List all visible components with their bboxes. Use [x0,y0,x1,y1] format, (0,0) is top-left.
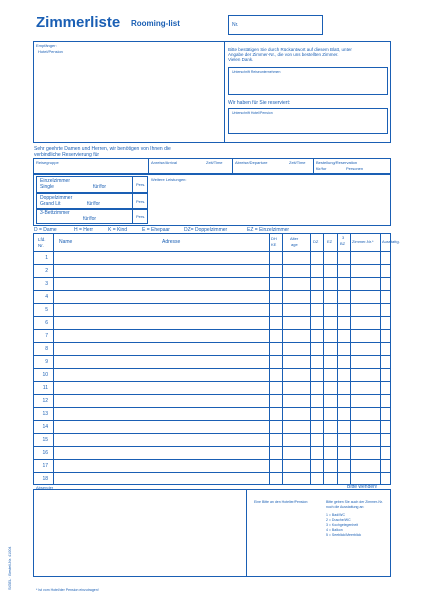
row-number: 12 [42,398,48,404]
single-label-1: Einzelzimmer [40,178,71,184]
option-2: 2 = Dusche/WC [326,518,351,522]
row-number: 2 [45,268,48,274]
departure-time-label: Zeit/Time [289,160,306,165]
double-pers: Pers. [136,199,146,204]
col-3bz-2: BZ [340,241,346,246]
col-dh-2: KE [271,242,277,247]
row-number: 14 [42,424,48,430]
more-services-label: Weitere Leistungen: [151,177,187,182]
triple-for-label: für/for [83,216,97,222]
col-room-nr: Zimmer-Nr.* [352,239,374,244]
single-pers: Pers. [136,182,146,187]
col-age-2: age [291,242,298,247]
option-5: 5 = Seeblick/Meerblick [326,533,362,537]
confirm-text-2: Angabe der Zimmer-Nr., die von uns bestellten Zimmer. [228,52,339,57]
legend-d: D = Dame [34,227,57,233]
single-label-2: Single [40,184,54,190]
side-code [6,540,18,600]
booking-for-label: für/for [316,166,327,171]
arrival-time-label: Zeit/Time [206,160,223,165]
col-name: Name [59,239,73,245]
option-4: 4 = Balkon [326,528,343,532]
arrival-label: Anreise/Arrival [151,160,178,165]
confirm-text-3: Vielen Dank. [228,57,254,62]
row-number: 15 [42,437,48,443]
legend-ez: EZ = Einzelzimmer [247,227,290,233]
triple-pers: Pers. [136,214,146,219]
col-dz: DZ [313,239,319,244]
greeting-line-1: Sehr geehrte Damen und Herren, wir benötigen von Ihnen die [34,146,171,152]
col-dh-1: DH [271,236,277,241]
booking-label: Bestellung/Reservation [316,160,358,165]
row-number: 7 [45,333,48,339]
legend-dz: DZ= Doppelzimmer [184,227,228,233]
option-3: 3 = Kochgelegenheit [326,523,359,527]
legend-h: H = Herr [74,227,94,233]
col-ez: EZ [327,239,333,244]
row-number: 16 [42,450,48,456]
option-1: 1 = Bad/WC [326,513,345,517]
nr-field[interactable] [228,15,323,35]
row-number: 8 [45,346,48,352]
nr-label: Nr. [232,22,239,28]
double-label-2: Grand Lit [40,201,61,207]
greeting-line-2: verbindliche Reservierung für [34,152,100,158]
row-number: 3 [45,281,48,287]
request-label: Eine Bitte an den Hotelier/Pension: [254,500,309,504]
row-number: 5 [45,307,48,313]
recipient-sub: Hotel/Pension [38,49,63,54]
row-number: 9 [45,359,48,365]
confirm-signature-label: Unterschrift Reiseunternehmen [232,70,281,74]
legend-k: K = Kind [108,227,128,233]
row-number: 10 [42,372,48,378]
row-number: 18 [42,476,48,482]
row-number: 11 [42,385,48,391]
request-text-1: Bitte geben Sie auch der Zimmer-Nr. [326,500,383,504]
booking-persons-label: Personen [346,166,364,171]
reserved-label: Wir haben für Sie reserviert: [228,100,291,106]
col-age-1: Alter [290,236,299,241]
single-for-label: für/for [93,184,107,190]
col-nr-2: Nr. [38,243,44,248]
confirm-text-1: Bitte bestätigen Sie durch Rückantwort auf diesem Blatt, unter [228,47,352,52]
reserved-box[interactable] [228,108,388,134]
side-code-text: SIGEL · Bestell-Nr. 41004 [8,546,12,590]
departure-label: Abreise/Departure [235,160,268,165]
col-3bz-1: 3 [342,235,345,240]
turn-over-note: Bitte wenden! [347,484,378,490]
sender-footer-label: Absender [36,485,54,490]
legend-e: E = Ehepaar [142,227,170,233]
recipient-label: Empfänger: [36,43,57,48]
row-number: 4 [45,294,48,300]
page-subtitle: Rooming-list [131,19,180,28]
triple-label: 3-Bettzimmer [40,210,70,216]
request-text-2: noch die Ausstattung an: [326,505,365,509]
reserved-signature-label: Unterschrift Hotel/Pension [232,111,273,115]
col-address: Adresse [162,239,181,245]
page-title: Zimmerliste [36,14,121,31]
row-number: 1 [45,255,48,261]
double-label-1: Doppelzimmer [40,195,73,201]
col-nr-1: Lfd. [38,237,46,242]
col-equipment: Ausstattg. [382,239,400,244]
row-number: 6 [45,320,48,326]
row-number: 13 [42,411,48,417]
confirm-signature-box[interactable] [228,67,388,95]
double-for-label: für/for [87,201,101,207]
row-number: 17 [42,463,48,469]
footnote: * Ist vom Hotel/der Pension einzutragen! [36,588,99,592]
group-label: Reisegruppe [36,160,59,165]
